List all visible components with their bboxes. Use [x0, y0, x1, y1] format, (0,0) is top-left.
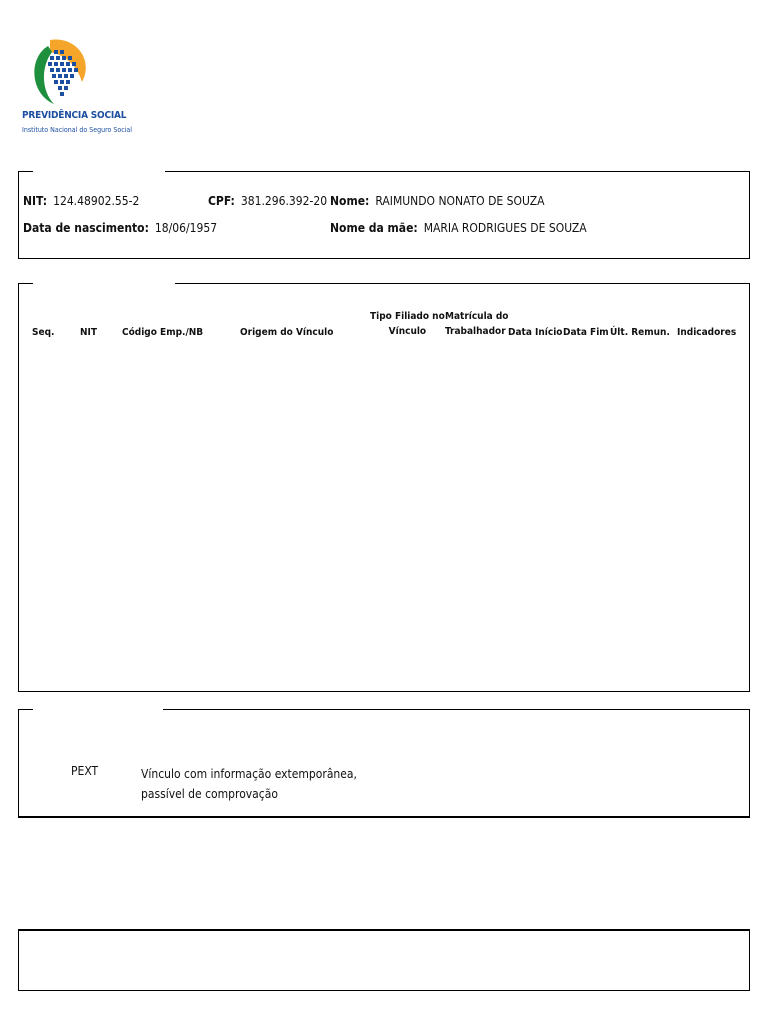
footer-box [18, 929, 750, 991]
cpf-label: CPF: [208, 194, 235, 208]
mae-field [330, 221, 587, 235]
indicator-description: Vínculo com informação extemporânea, passível de comprovação [141, 767, 357, 801]
mae-value: MARIA RODRIGUES DE SOUZA [423, 221, 587, 235]
nascimento-field [23, 221, 217, 235]
panel-title-gap [33, 708, 163, 712]
indicators-legend-panel [18, 709, 750, 818]
nascimento-label: Data de nascimento: [23, 221, 149, 235]
panel-title-gap [33, 282, 175, 286]
col-header-origem-vinculo: Origem do Vínculo [240, 327, 334, 338]
nome-label: Nome: [330, 194, 370, 208]
previdencia-logo [22, 38, 133, 143]
col-header-codigo-emp: Código Emp./NB [122, 327, 204, 338]
person-info-panel [18, 171, 750, 259]
previdencia-emblem-icon [32, 38, 88, 108]
indicator-code: PEXT [71, 764, 99, 778]
logo-subtitle-text: Instituto Nacional do Seguro Social [22, 126, 133, 134]
logo-brand-text: PREVIDÊNCIA SOCIAL [22, 110, 127, 121]
cpf-field [208, 194, 327, 208]
col-header-tipo-filiado: Tipo Filiado no Vínculo [370, 311, 445, 337]
col-header-ult-remun: Últ. Remun. [610, 327, 670, 338]
nit-value: 124.48902.55-2 [53, 194, 140, 208]
vinculos-table-panel [18, 283, 750, 692]
nit-label: NIT: [23, 194, 48, 208]
col-header-data-inicio: Data Início [508, 327, 563, 338]
nome-field [330, 194, 544, 208]
col-header-seq: Seq. [32, 327, 55, 338]
cpf-value: 381.296.392-20 [240, 194, 328, 208]
col-header-data-fim: Data Fim [563, 327, 609, 338]
panel-title-gap [33, 170, 165, 174]
col-header-matricula: Matrícula do Trabalhador [445, 311, 509, 337]
mae-label: Nome da mãe: [330, 221, 418, 235]
col-header-indicadores: Indicadores [677, 327, 737, 338]
nit-field [23, 194, 139, 208]
col-header-nit: NIT [80, 327, 98, 338]
nascimento-value: 18/06/1957 [154, 221, 218, 235]
nome-value: RAIMUNDO NONATO DE SOUZA [375, 194, 545, 208]
